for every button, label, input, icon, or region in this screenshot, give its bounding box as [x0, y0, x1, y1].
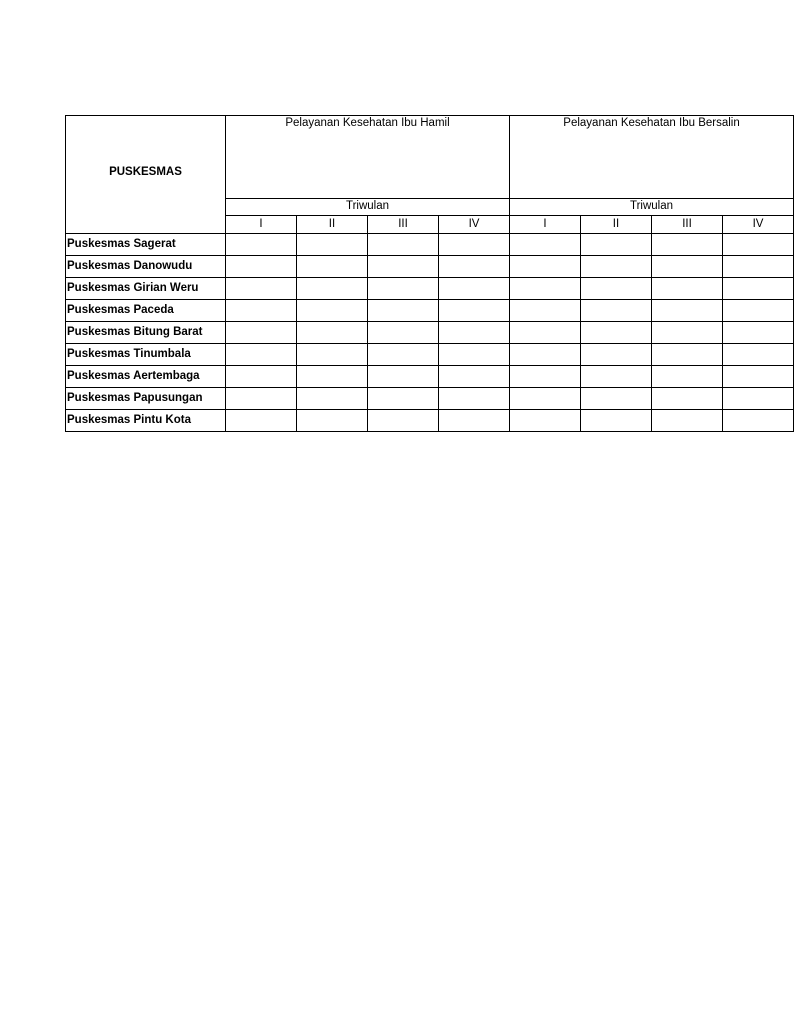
empty-cell[interactable] [581, 344, 652, 366]
empty-cell[interactable] [368, 300, 439, 322]
empty-cell[interactable] [226, 322, 297, 344]
table-row [66, 366, 794, 388]
spreadsheet-view [65, 115, 764, 438]
empty-cell[interactable] [368, 278, 439, 300]
puskesmas-name-cell[interactable]: Puskesmas Tinumbala [66, 344, 226, 366]
puskesmas-name-cell[interactable]: Puskesmas Aertembaga [66, 366, 226, 388]
empty-cell[interactable] [652, 322, 723, 344]
empty-cell[interactable] [226, 366, 297, 388]
empty-cell[interactable] [297, 234, 368, 256]
quarter-header[interactable]: I [226, 216, 297, 234]
empty-cell[interactable] [581, 410, 652, 432]
empty-cell[interactable] [723, 300, 794, 322]
empty-cell[interactable] [439, 300, 510, 322]
empty-cell[interactable] [723, 278, 794, 300]
empty-cell[interactable] [297, 322, 368, 344]
table-row [66, 278, 794, 300]
quarter-header[interactable]: II [297, 216, 368, 234]
puskesmas-name-cell[interactable]: Puskesmas Sagerat [66, 234, 226, 256]
table-row [66, 410, 794, 432]
empty-cell[interactable] [652, 410, 723, 432]
empty-cell[interactable] [652, 344, 723, 366]
table-row [66, 234, 794, 256]
group-header-ibu-bersalin[interactable]: Pelayanan Kesehatan Ibu Bersalin [510, 116, 794, 199]
triwulan-header-2[interactable]: Triwulan [510, 199, 794, 216]
quarter-header[interactable]: I [510, 216, 581, 234]
puskesmas-name-cell[interactable]: Puskesmas Pintu Kota [66, 410, 226, 432]
empty-cell[interactable] [581, 234, 652, 256]
empty-cell[interactable] [510, 234, 581, 256]
table-body [66, 234, 794, 432]
empty-cell[interactable] [226, 410, 297, 432]
empty-cell[interactable] [723, 410, 794, 432]
empty-cell[interactable] [297, 300, 368, 322]
puskesmas-name-cell[interactable]: Puskesmas Danowudu [66, 256, 226, 278]
puskesmas-name-cell[interactable]: Puskesmas Bitung Barat [66, 322, 226, 344]
quarter-header[interactable]: II [581, 216, 652, 234]
empty-cell[interactable] [226, 388, 297, 410]
puskesmas-header[interactable]: PUSKESMAS [66, 116, 226, 234]
table-row [66, 300, 794, 322]
empty-cell[interactable] [226, 256, 297, 278]
puskesmas-name-cell[interactable]: Puskesmas Girian Weru [66, 278, 226, 300]
puskesmas-name-cell[interactable]: Puskesmas Paceda [66, 300, 226, 322]
empty-cell[interactable] [368, 256, 439, 278]
empty-cell[interactable] [368, 344, 439, 366]
empty-cell[interactable] [368, 322, 439, 344]
empty-cell[interactable] [226, 278, 297, 300]
empty-cell[interactable] [510, 300, 581, 322]
empty-cell[interactable] [652, 234, 723, 256]
empty-cell[interactable] [652, 278, 723, 300]
empty-cell[interactable] [723, 234, 794, 256]
table-row [66, 344, 794, 366]
empty-cell[interactable] [297, 388, 368, 410]
empty-cell[interactable] [226, 300, 297, 322]
empty-cell[interactable] [581, 300, 652, 322]
empty-cell[interactable] [723, 256, 794, 278]
empty-cell[interactable] [510, 344, 581, 366]
table-row [66, 322, 794, 344]
empty-cell[interactable] [439, 410, 510, 432]
empty-cell[interactable] [723, 344, 794, 366]
empty-cell[interactable] [439, 256, 510, 278]
empty-cell[interactable] [439, 234, 510, 256]
empty-cell[interactable] [723, 388, 794, 410]
empty-cell[interactable] [368, 410, 439, 432]
empty-cell[interactable] [652, 366, 723, 388]
empty-cell[interactable] [368, 388, 439, 410]
empty-cell[interactable] [297, 256, 368, 278]
empty-cell[interactable] [723, 366, 794, 388]
empty-cell[interactable] [368, 234, 439, 256]
empty-cell[interactable] [297, 366, 368, 388]
empty-cell[interactable] [510, 366, 581, 388]
quarter-header[interactable]: IV [439, 216, 510, 234]
puskesmas-name-cell[interactable]: Puskesmas Papusungan [66, 388, 226, 410]
empty-cell[interactable] [723, 322, 794, 344]
empty-cell[interactable] [510, 278, 581, 300]
empty-cell[interactable] [226, 234, 297, 256]
empty-cell[interactable] [439, 278, 510, 300]
triwulan-header-1[interactable]: Triwulan [226, 199, 510, 216]
empty-cell[interactable] [510, 388, 581, 410]
empty-cell[interactable] [652, 388, 723, 410]
empty-cell[interactable] [581, 366, 652, 388]
empty-cell[interactable] [297, 344, 368, 366]
puskesmas-table [65, 115, 794, 432]
empty-cell[interactable] [510, 322, 581, 344]
empty-cell[interactable] [439, 366, 510, 388]
empty-cell[interactable] [439, 322, 510, 344]
empty-cell[interactable] [652, 256, 723, 278]
empty-cell[interactable] [368, 366, 439, 388]
quarter-header[interactable]: IV [723, 216, 794, 234]
quarter-header[interactable]: III [368, 216, 439, 234]
empty-cell[interactable] [581, 256, 652, 278]
quarter-header[interactable]: III [652, 216, 723, 234]
empty-cell[interactable] [439, 344, 510, 366]
empty-cell[interactable] [581, 322, 652, 344]
empty-cell[interactable] [510, 256, 581, 278]
empty-cell[interactable] [581, 278, 652, 300]
empty-cell[interactable] [297, 278, 368, 300]
empty-cell[interactable] [297, 410, 368, 432]
table-row [66, 256, 794, 278]
empty-cell[interactable] [652, 300, 723, 322]
empty-cell[interactable] [439, 388, 510, 410]
empty-cell[interactable] [581, 388, 652, 410]
group-header-ibu-hamil[interactable]: Pelayanan Kesehatan Ibu Hamil [226, 116, 510, 199]
table-row [66, 388, 794, 410]
empty-cell[interactable] [226, 344, 297, 366]
empty-cell[interactable] [510, 410, 581, 432]
